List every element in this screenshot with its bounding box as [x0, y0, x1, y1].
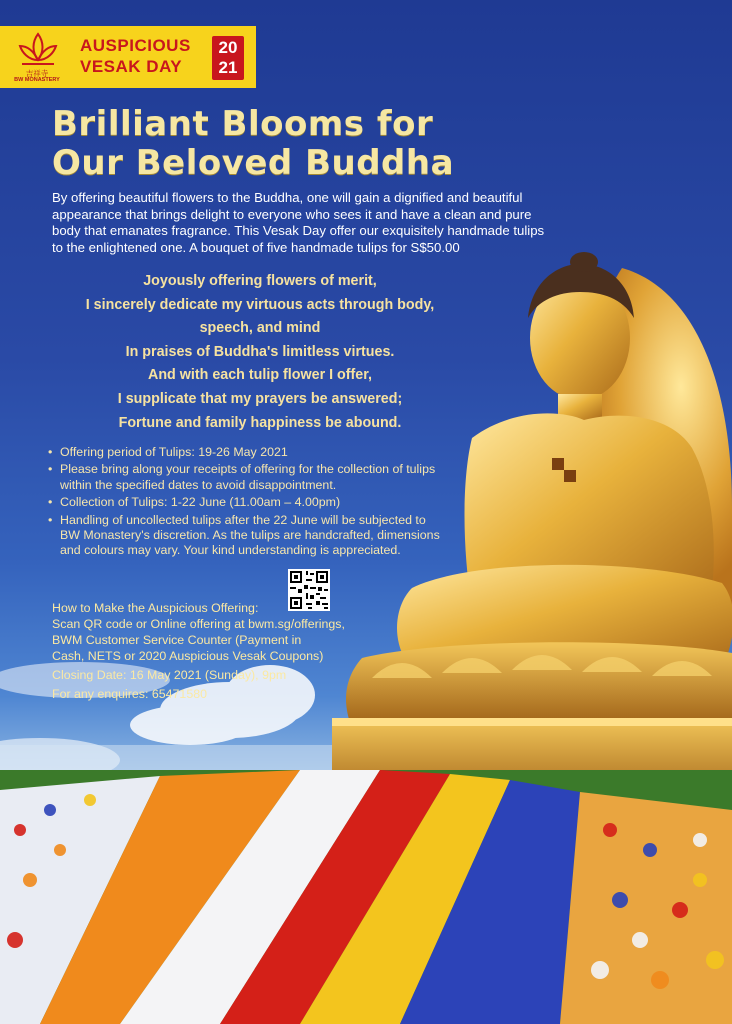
year-badge: [212, 36, 244, 80]
verse-line: I sincerely dedicate my virtuous acts through body,: [85, 296, 435, 313]
how-to-offer: [52, 600, 382, 702]
title-line-2: Our Beloved Buddha: [52, 143, 455, 183]
list-item: • Offering period of Tulips: 19-26 May 2021: [48, 445, 443, 460]
verse-line: Fortune and family happiness be abound.: [118, 414, 402, 431]
how-to-line: BWM Customer Service Counter (Payment in: [52, 633, 302, 647]
logo-english-text: BW MONASTERY: [14, 77, 60, 83]
how-to-heading: How to Make the Auspicious Offering:: [52, 601, 259, 615]
intro-paragraph: By offering beautiful flowers to the Buddha, one will gain a dignified and beautiful appearance that brings delight to everyone who sees it and have a clean and pure body that emanates fragrance. This Vesak Day offer our exquisitely handmade tulips to the enlightened one. A bouquet of five handmade tulips for S$50.00: [52, 190, 545, 255]
list-item: • Handling of uncollected tulips after the 22 June will be subjected to BW Monastery's discretion. As the tulips are handcrafted, dimensions and colours may vary. Your kind understanding is appreciated.: [48, 513, 443, 559]
lotus-logo-icon: [14, 30, 62, 70]
year-top: 20: [218, 38, 238, 57]
header-badge: [0, 26, 256, 88]
dedication-verse: [40, 270, 480, 435]
offering-details-list: [48, 445, 443, 561]
verse-line: I supplicate that my prayers be answered;: [117, 390, 403, 407]
verse-line: speech, and mind: [199, 320, 321, 337]
tulip-field-illustration: [0, 770, 732, 1024]
enquiries-contact: For any enquires: 65471580: [52, 687, 207, 701]
verse-line: And with each tulip flower I offer,: [148, 367, 372, 384]
verse-line: Joyously offering flowers of merit,: [143, 273, 377, 289]
vesak-line-1: AUSPICIOUS: [80, 36, 191, 55]
how-to-line: Scan QR code or Online offering at bwm.sg/offerings,: [52, 617, 345, 631]
vesak-line-2: VESAK DAY: [80, 57, 183, 76]
list-item: • Collection of Tulips: 1-22 June (11.00am – 4.00pm): [48, 495, 443, 510]
logo-chinese-text: 吉祥寺: [25, 69, 49, 78]
title-line-1: Brilliant Blooms for: [52, 104, 434, 144]
year-bottom: 21: [218, 58, 238, 77]
closing-date: Closing Date: 16 May 2021 (Sunday), 9pm: [52, 668, 287, 682]
list-item: • Please bring along your receipts of offering for the collection of tulips within the specified dates to avoid disappointment.: [48, 462, 443, 493]
verse-line: In praises of Buddha's limitless virtues.: [125, 343, 395, 360]
how-to-line: Cash, NETS or 2020 Auspicious Vesak Coupons): [52, 649, 324, 663]
